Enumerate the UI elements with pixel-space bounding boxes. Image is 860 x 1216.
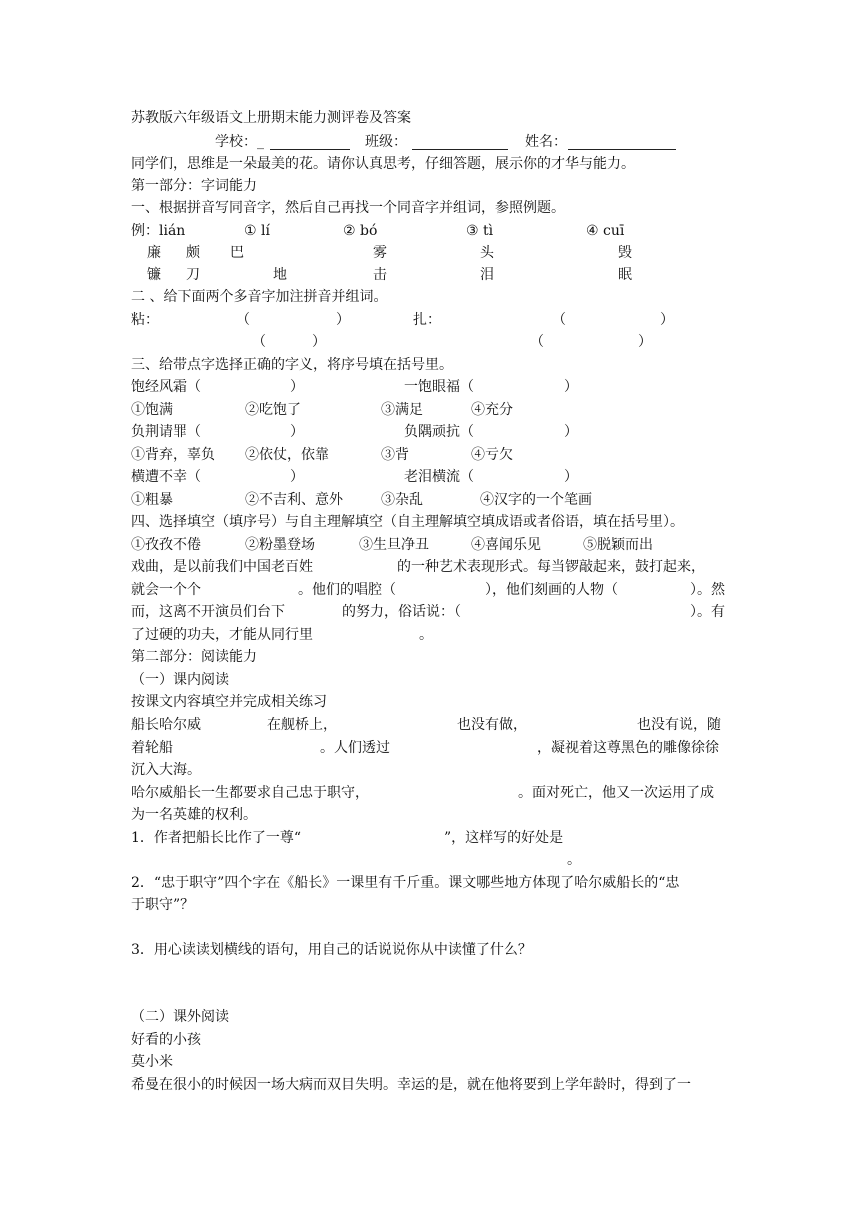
reading1-heading: （一）课内阅读 [131,672,229,688]
passage-text: 。面对死亡，他又一次运用了成 [518,785,714,801]
passage-text: ，凝视着这尊黑色的雕像徐徐 [537,740,719,756]
story-paragraph: 希曼在很小的时候因一场大病而双目失明。幸运的是，就在他将要到上学年龄时，得到了一 [131,1077,691,1093]
char-cell: 泪 [480,267,494,283]
question-1-end: 。 [567,852,581,868]
paren: ） [564,379,578,395]
paren: ） [564,469,578,485]
q3-option: ③背 [381,447,409,463]
paren: （ [552,312,566,328]
q3-option: ③满足 [381,402,423,418]
question-3: 3．用心读读划横线的语句，用自己的话说说你从中读懂了什么？ [131,942,532,958]
q4-text: 戏曲，是以前我们中国老百姓 [131,559,313,575]
q4-option: ③生旦净丑 [359,537,429,553]
char-cell: 巴 [230,245,244,261]
paren: ） [290,379,304,395]
q3-word: 负荆请罪（ [131,424,201,440]
q4-text: ）。有 [690,604,725,620]
paren: ） [312,334,326,350]
intro-text: 同学们，思维是一朵最美的花。请你认真思考，仔细答题，展示你的才华与能力。 [131,156,635,172]
passage-text: 船长哈尔威 [131,717,201,733]
char-cell: 廉 [147,245,161,261]
passage-text: 也没有说，随 [637,717,721,733]
q3-option: ②不吉利、意外 [245,492,343,508]
char-cell: 眠 [618,267,632,283]
q4-text: 的一种艺术表现形式。每当锣敲起来，鼓打起来， [397,559,705,575]
paren: （ [236,312,250,328]
q4-option: ⑤脱颖而出 [583,537,653,553]
paren: ） [290,424,304,440]
reading2-heading: （二）课外阅读 [131,1009,229,1025]
passage-text: 着轮船 [131,740,173,756]
name-label: 姓名： [525,134,567,150]
passage-text: 为一名英雄的权利。 [131,807,257,823]
question-2-cont: 于职守”？ [131,897,195,913]
passage-text: 也没有做， [457,717,527,733]
pinyin-1: ① lí [244,223,270,239]
q3-word: 横遭不幸（ [131,469,201,485]
q4-text: ），他们刻画的人物（ [485,582,618,598]
q4-text: 。 [419,627,433,643]
passage-text: 在舰桥上， [267,717,337,733]
school-label: 学校：_ [215,134,264,150]
paren: （ [530,334,544,350]
q3-option: ①背弃，辜负 [131,447,215,463]
question-1: 1．作者把船长比作了一尊“ [131,830,302,846]
q4-text: 的努力，俗话说：（ [342,604,461,620]
q2-char1: 粘： [131,312,159,328]
part2-heading: 第二部分：阅读能力 [131,649,257,665]
q3-word: 饱经风霜（ [131,379,201,395]
name-blank [568,135,676,150]
paren: ） [660,312,674,328]
question-1-cont: ”，这样写的好处是 [444,830,564,846]
q4-text: 就会一个个 [131,582,201,598]
school-blank [270,135,350,150]
q4-option: ④喜闻乐见 [471,537,541,553]
q4-text: 了过硬的功夫，才能从同行里 [131,627,313,643]
passage-text: 。人们透过 [320,740,390,756]
class-label: 班级： [365,134,407,150]
q3-word: 负隅顽抗（ [404,424,474,440]
q4-text: 而，这离不开演员们台下 [131,604,285,620]
paren: ） [638,334,652,350]
story-author: 莫小米 [131,1054,173,1070]
char-cell: 头 [480,245,494,261]
q3-option: ①粗暴 [131,492,173,508]
paren: ） [290,469,304,485]
q3-option: ①饱满 [131,402,173,418]
q4-instruction: 四、选择填空（填序号）与自主理解填空（自主理解填空填成语或者俗语，填在括号里）。 [131,514,684,530]
char-cell: 雾 [373,245,387,261]
q2-char2: 扎： [413,312,441,328]
class-blank [412,135,508,150]
pinyin-4: ④ cuī [586,223,625,239]
q1-example: 例：lián [131,223,186,239]
doc-title: 苏教版六年级语文上册期末能力测评卷及答案 [131,110,411,126]
q4-text: ）。然 [690,582,725,598]
q4-text: 。他们的唱腔（ [298,582,396,598]
paren: ） [564,424,578,440]
pinyin-3: ③ tì [466,223,494,239]
q3-option: ④汉字的一个笔画 [480,492,592,508]
char-cell: 颇 [186,245,200,261]
q3-option: ③杂乱 [381,492,423,508]
q3-option: ④亏欠 [471,447,513,463]
question-2: 2．“忠于职守”四个字在《船长》一课里有千斤重。课文哪些地方体现了哈尔威船长的“忠 [131,875,680,891]
q3-word: 老泪横流（ [404,469,474,485]
char-cell: 击 [373,267,387,283]
part1-heading: 第一部分：字词能力 [131,178,257,194]
q2-instruction: 二 、给下面两个多音字加注拼音并组词。 [131,289,388,305]
q3-option: ②依仗，依靠 [245,447,329,463]
q1-instruction: 一、根据拼音写同音字，然后自己再找一个同音字并组词，参照例题。 [131,200,565,216]
char-cell: 刀 [186,267,200,283]
q3-option: ④充分 [471,402,513,418]
q3-word: 一饱眼福（ [404,379,474,395]
q4-option: ①孜孜不倦 [131,537,201,553]
story-title: 好看的小孩 [131,1032,201,1048]
q4-option: ②粉墨登场 [245,537,315,553]
char-cell: 地 [273,267,287,283]
q3-option: ②吃饱了 [245,402,301,418]
char-cell: 毁 [618,245,632,261]
pinyin-2: ② bó [343,223,378,239]
paren: （ [252,334,266,350]
char-cell: 镰 [147,267,161,283]
passage-text: 沉入大海。 [131,762,201,778]
paren: ） [336,312,350,328]
passage-text: 哈尔威船长一生都要求自己忠于职守， [131,785,369,801]
reading1-instruction: 按课文内容填空并完成相关练习 [131,694,327,710]
q3-instruction: 三、给带点字选择正确的字义，将序号填在括号里。 [131,357,453,373]
